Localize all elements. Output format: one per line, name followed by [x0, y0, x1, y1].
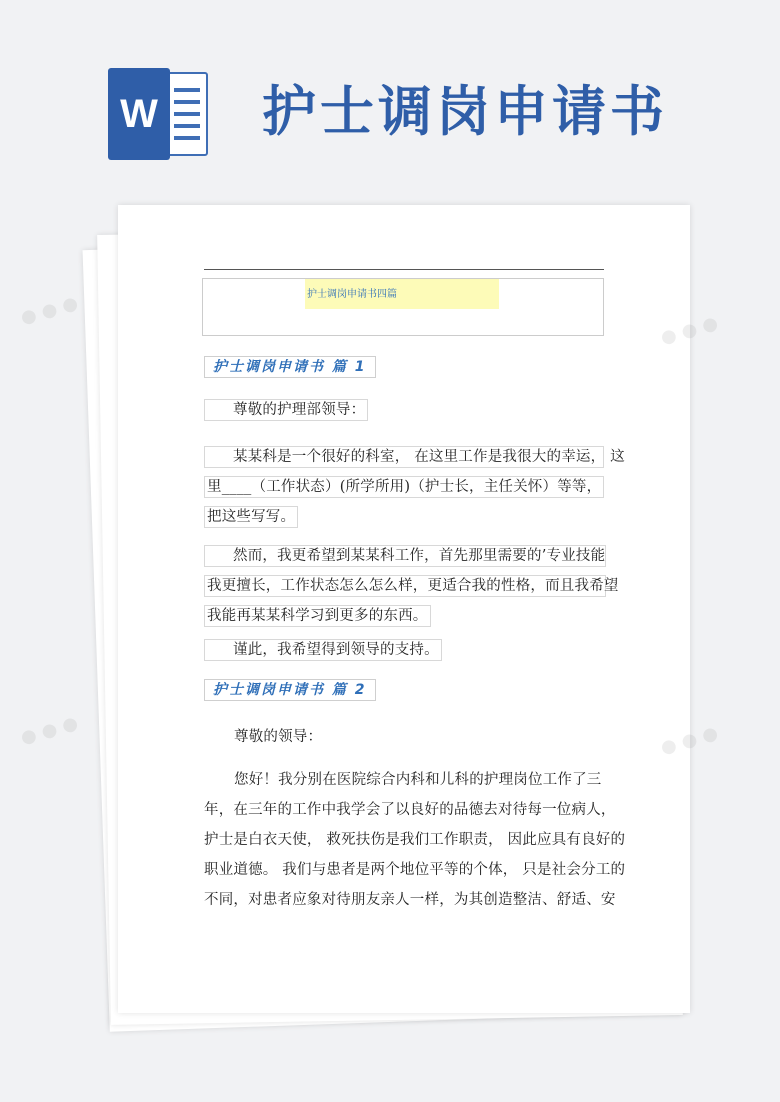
s2-p1-line-3: 护士是白衣天使， 救死扶伤是我们工作职责， 因此应具有良好的 — [204, 832, 626, 848]
s2-p1-line-4: 职业道德。 我们与患者是两个地位平等的个体， 只是社会分工的 — [204, 862, 626, 878]
salutation-1: 尊敬的护理部领导： — [204, 399, 368, 421]
toc-box — [202, 278, 604, 336]
header-rule — [204, 269, 604, 270]
document-page — [118, 205, 690, 1013]
s1-p2-line-1: 然而，我更希望到某某科工作，首先那里需要的’专业技能 — [204, 545, 606, 567]
page-title: 护士调岗申请书 — [262, 80, 668, 143]
word-icon — [108, 68, 208, 160]
section-heading-1: 护士调岗申请书 篇 1 — [204, 356, 376, 378]
s1-p2-line-2: 我更擅长，工作状态怎么怎么样，更适合我的性格，而且我希望 — [204, 575, 606, 597]
s2-p1-line-5: 不同，对患者应象对待朋友亲人一样，为其创造整洁、舒适、安 — [204, 892, 616, 908]
section-heading-2: 护士调岗申请书 篇 2 — [204, 679, 376, 701]
watermark-mark: ● — [699, 722, 721, 747]
s2-p1-line-1: 您好！我分别在医院综合内科和儿科的护理岗位工作了三 — [234, 772, 602, 788]
s1-p1-line-1: 某某科是一个很好的科室， 在这里工作是我很大的幸运， 这 — [204, 446, 604, 468]
watermark-mark: ● ● ● — [18, 712, 81, 749]
watermark-mark: ● ● ● — [18, 292, 81, 329]
s2-p1-line-2: 年，在三年的工作中我学会了以良好的品德去对待每一位病人， — [204, 802, 616, 818]
toc-title: 护士调岗申请书四篇 — [307, 289, 397, 300]
s1-p1-line-2: 里____（工作状态）(所学所用)（护士长，主任关怀）等等， — [204, 476, 604, 498]
s1-p1-line-3: 把这些写写。 — [204, 506, 298, 528]
s1-p2-line-3: 我能再某某科学习到更多的东西。 — [204, 605, 431, 627]
word-icon-letter: W — [108, 68, 170, 160]
watermark-mark: ● — [699, 312, 721, 337]
s1-p3: 谨此，我希望得到领导的支持。 — [204, 639, 442, 661]
salutation-2: 尊敬的领导： — [234, 729, 323, 745]
